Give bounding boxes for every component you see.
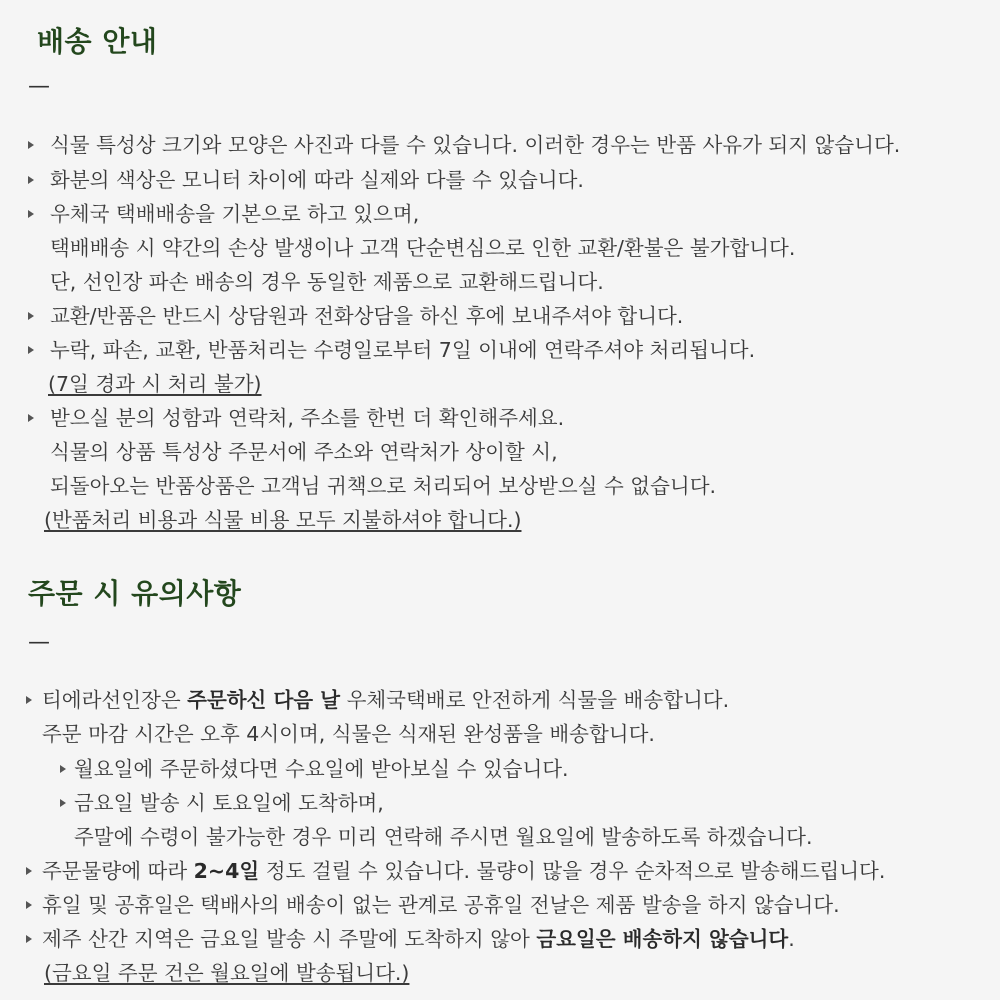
order-text: 정도 걸릴 수 있습니다. 물량이 많을 경우 순차적으로 발송해드립니다. [259,859,886,883]
triangle-right-icon [26,901,32,909]
shipping-line: 식물의 상품 특성상 주문서에 주소와 연락처가 상이할 시, [50,440,558,464]
order-text: 티에라선인장은 [42,688,188,712]
shipping-title: 배송 안내 [37,25,158,58]
triangle-right-icon [26,696,32,704]
shipping-divider: — [28,74,50,99]
triangle-right-icon [26,867,32,875]
triangle-right-icon [28,312,34,320]
order-emphasis: 금요일은 배송하지 않습니다 [536,927,789,951]
order-line: 주문 마감 시간은 오후 4시이며, 식물은 식재된 완성품을 배송합니다. [42,722,655,746]
order-text: 제주 산간 지역은 금요일 발송 시 주말에 도착하지 않아 [42,927,537,951]
order-subline: 금요일 발송 시 토요일에 도착하며, [74,791,384,815]
order-line [42,929,795,950]
shipping-line: 택배배송 시 약간의 손상 발생이나 고객 단순변심으로 인한 교환/환불은 불가합니다. [50,236,796,260]
order-emphasis: 주문하신 다음 날 [187,688,341,712]
order-title: 주문 시 유의사항 [28,577,242,610]
triangle-right-icon [28,414,34,422]
shipping-note: (반품처리 비용과 식물 비용 모두 지불하셔야 합니다.) [44,508,522,532]
order-subline: 월요일에 주문하셨다면 수요일에 받아보실 수 있습니다. [74,757,569,781]
order-text: 우체국택배로 안전하게 식물을 배송합니다. [340,688,730,712]
order-text: 주문물량에 따라 [42,859,194,883]
triangle-right-icon [28,210,34,218]
order-divider: — [28,630,50,655]
order-line [42,690,729,711]
shipping-line: 되돌아오는 반품상품은 고객님 귀책으로 처리되어 보상받으실 수 없습니다. [50,474,717,498]
shipping-note: (7일 경과 시 처리 불가) [48,372,262,396]
triangle-right-icon [60,799,66,807]
order-note: (금요일 주문 건은 월요일에 발송됩니다.) [44,961,410,985]
order-line [42,861,885,882]
shipping-line: 식물 특성상 크기와 모양은 사진과 다를 수 있습니다. 이러한 경우는 반품 사유가 되지 않습니다. [50,133,901,157]
triangle-right-icon [28,141,34,149]
order-line: 휴일 및 공휴일은 택배사의 배송이 없는 관계로 공휴일 전날은 제품 발송을 하지 않습니다. [42,893,840,917]
order-subline: 주말에 수령이 불가능한 경우 미리 연락해 주시면 월요일에 발송하도록 하겠습니다. [74,825,813,849]
shipping-line: 받으실 분의 성함과 연락처, 주소를 한번 더 확인해주세요. [50,406,565,430]
triangle-right-icon [26,935,32,943]
triangle-right-icon [60,765,66,773]
shipping-line: 단, 선인장 파손 배송의 경우 동일한 제품으로 교환해드립니다. [50,270,604,294]
order-text: . [788,927,795,951]
shipping-line: 화분의 색상은 모니터 차이에 따라 실제와 다를 수 있습니다. [50,168,584,192]
shipping-line: 교환/반품은 반드시 상담원과 전화상담을 하신 후에 보내주셔야 합니다. [50,304,684,328]
order-emphasis: 2~4일 [193,859,260,883]
triangle-right-icon [28,346,34,354]
shipping-line: 우체국 택배배송을 기본으로 하고 있으며, [50,202,420,226]
shipping-line: 누락, 파손, 교환, 반품처리는 수령일로부터 7일 이내에 연락주셔야 처리됩니다. [50,338,756,362]
triangle-right-icon [28,176,34,184]
